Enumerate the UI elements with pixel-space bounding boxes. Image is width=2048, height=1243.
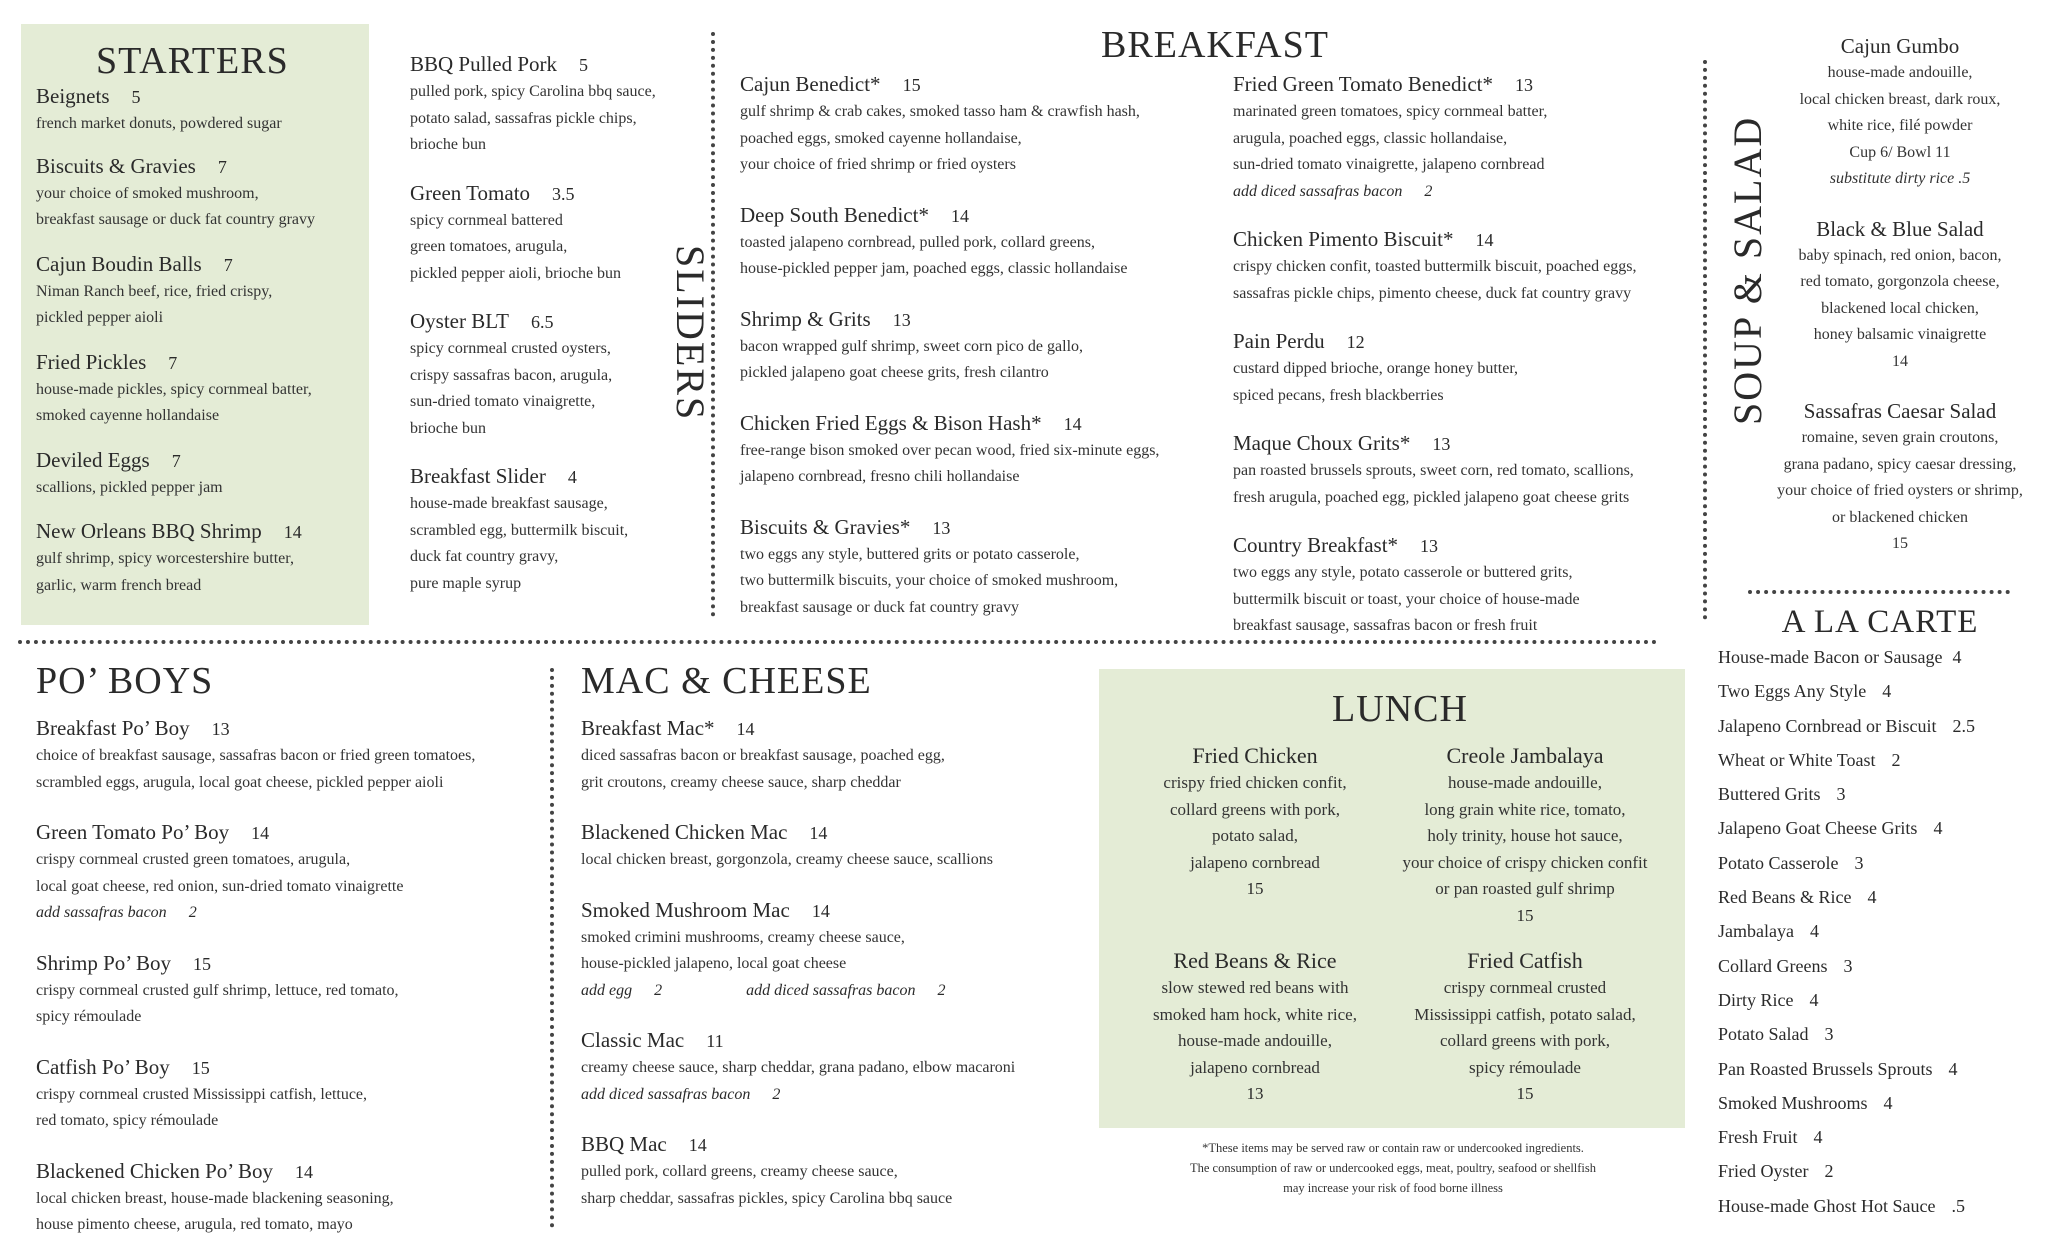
carte-item	[1718, 709, 2040, 743]
item-price: 15	[1892, 535, 1908, 552]
carte-item	[1718, 1086, 2040, 1120]
sliders-title: SLIDERS	[668, 245, 713, 422]
item-desc: crispy chicken confit, toasted buttermilk biscuit, poached eggs,	[1233, 258, 1637, 275]
item-price: 4	[1809, 921, 1819, 942]
mac-item	[581, 714, 1101, 796]
item-name: Chicken Pimento Biscuit*	[1233, 227, 1454, 251]
item-name: Biscuits & Gravies	[36, 153, 196, 178]
item-desc: house-pickled jalapeno, local goat cheese	[581, 955, 847, 972]
item-name: Smoked Mushroom Mac	[581, 897, 790, 922]
item-name: BBQ Pulled Pork	[410, 52, 558, 76]
item-price: 5	[131, 87, 141, 107]
item-name: Blackened Chicken Mac	[581, 820, 788, 844]
carte-item	[1718, 983, 2040, 1017]
item-price: 4	[1813, 1127, 1823, 1148]
breakfast-right-list	[1233, 70, 1703, 640]
item-desc: spicy rémoulade	[36, 1008, 142, 1025]
item-name: Breakfast Mac*	[581, 716, 715, 740]
item-desc: sun-dried tomato vinaigrette,	[410, 393, 596, 410]
lunch-item	[1110, 947, 1400, 1108]
item-name: Blackened Chicken Po’ Boy	[36, 1158, 273, 1183]
starter-item	[36, 446, 366, 502]
item-desc: scallions, pickled pepper jam	[36, 478, 223, 496]
item-name: Fresh Fruit	[1718, 1127, 1798, 1148]
item-name: Catfish Po’ Boy	[36, 1054, 170, 1079]
item-name: Cajun Benedict*	[740, 72, 881, 96]
item-desc: collard greens with pork,	[1170, 799, 1340, 819]
carte-item	[1718, 1017, 2040, 1051]
item-price: 4	[1882, 681, 1892, 702]
item-addons	[581, 978, 1101, 1005]
breakfast-item	[1233, 429, 1703, 511]
item-desc: potato salad, sassafras pickle chips,	[410, 109, 637, 127]
item-desc: baby spinach, red onion, bacon,	[1798, 246, 2002, 264]
carte-title: A LA CARTE	[1781, 604, 1979, 640]
carte-item	[1718, 640, 2040, 674]
item-name: Classic Mac	[581, 1028, 685, 1052]
item-desc: toasted jalapeno cornbread, pulled pork, collard greens,	[740, 233, 1095, 251]
poboys-list	[36, 714, 546, 1239]
soup-salad-item	[1760, 32, 2040, 193]
raw-food-disclaimer	[1110, 1138, 1676, 1198]
item-price: 3	[1854, 852, 1864, 873]
item-note: substitute dirty rice .5	[1829, 170, 1971, 187]
addon-price: 2	[937, 981, 946, 999]
addon-price: 2	[654, 981, 663, 999]
item-price: 4	[1809, 989, 1819, 1010]
item-desc: two eggs any style, potato casserole or buttered grits,	[1233, 564, 1573, 581]
poboys-title: PO’ BOYS	[36, 660, 214, 702]
addon-text: add sassafras bacon	[36, 904, 167, 921]
item-price: 13	[932, 517, 951, 538]
item-desc: spiced pecans, fresh blackberries	[1233, 386, 1444, 404]
item-name: Two Eggs Any Style	[1718, 681, 1867, 702]
item-name: Creole Jambalaya	[1446, 743, 1604, 768]
item-desc: breakfast sausage or duck fat country gravy	[36, 211, 315, 228]
item-price: 14	[294, 1161, 313, 1182]
item-desc: blackened local chicken,	[1821, 299, 1979, 317]
carte-item	[1718, 880, 2040, 914]
item-price: 14	[1063, 413, 1082, 434]
item-desc: custard dipped brioche, orange honey butter,	[1233, 360, 1519, 377]
slider-item	[410, 50, 670, 159]
slider-item	[410, 307, 670, 442]
item-price: 12	[1346, 332, 1365, 352]
item-desc: diced sassafras bacon or breakfast sausage, poached egg,	[581, 747, 945, 764]
item-desc: crispy sassafras bacon, arugula,	[410, 366, 613, 384]
item-desc: local goat cheese, red onion, sun-dried tomato vinaigrette	[36, 877, 404, 895]
disclaimer-line: may increase your risk of food borne illness	[1283, 1181, 1503, 1195]
item-desc: gulf shrimp, spicy worcestershire butter,	[36, 550, 294, 567]
item-name: Deep South Benedict*	[740, 202, 929, 227]
breakfast-item	[1233, 225, 1703, 307]
carte-item	[1718, 1189, 2040, 1223]
starter-item	[36, 82, 366, 138]
item-price: 5	[579, 55, 589, 75]
slider-item	[410, 462, 670, 597]
divider-poboys-mac	[550, 668, 554, 1228]
breakfast-item	[740, 513, 1220, 622]
item-name: Green Tomato	[410, 180, 531, 205]
poboy-item	[36, 1157, 546, 1239]
item-name: Green Tomato Po’ Boy	[36, 820, 230, 844]
slider-item	[410, 179, 670, 288]
item-price: 7	[168, 352, 178, 373]
item-desc: jalapeno cornbread, fresno chili hollandaise	[740, 468, 1020, 485]
item-price: 7	[217, 156, 227, 177]
item-name: New Orleans BBQ Shrimp	[36, 519, 262, 543]
lunch-item	[1380, 947, 1670, 1108]
item-price: .5	[1951, 1195, 1965, 1216]
addon-text: add diced sassafras bacon	[1233, 182, 1403, 200]
carte-item	[1718, 914, 2040, 948]
item-price: 14	[251, 823, 270, 843]
item-desc: Cup 6/ Bowl 11	[1849, 143, 1951, 161]
item-desc: Niman Ranch beef, rice, fried crispy,	[36, 282, 273, 300]
item-price: 13	[1432, 434, 1451, 454]
carte-item	[1718, 811, 2040, 845]
item-price: 14	[736, 719, 755, 739]
item-price: 14	[811, 900, 830, 921]
lunch-item	[1380, 742, 1670, 929]
item-name: Country Breakfast*	[1233, 533, 1399, 557]
item-name: Sassafras Caesar Salad	[1803, 399, 1997, 423]
item-desc: spicy cornmeal battered	[410, 211, 563, 229]
item-price: 3	[1824, 1024, 1834, 1045]
starters-title: STARTERS	[96, 40, 289, 82]
item-desc: sharp cheddar, sassafras pickles, spicy Carolina bbq sauce	[581, 1189, 953, 1207]
item-desc: duck fat country gravy,	[410, 548, 559, 565]
item-desc: white rice, filé powder	[1827, 117, 1973, 134]
item-desc: house-pickled pepper jam, poached eggs, classic hollandaise	[740, 260, 1128, 277]
item-desc: smoked ham hock, white rice,	[1153, 1004, 1357, 1024]
item-desc: sassafras pickle chips, pimento cheese, duck fat country gravy	[1233, 284, 1632, 302]
item-desc: two buttermilk biscuits, your choice of smoked mushroom,	[740, 572, 1119, 589]
item-desc: house-made andouille,	[1448, 773, 1602, 792]
item-desc: green tomatoes, arugula,	[410, 238, 568, 255]
item-name: Pain Perdu	[1233, 329, 1325, 353]
item-desc: house-made breakfast sausage,	[410, 495, 608, 512]
item-desc: buttermilk biscuit or toast, your choice of house-made	[1233, 590, 1580, 608]
item-desc: grit croutons, creamy cheese sauce, sharp cheddar	[581, 773, 901, 791]
carte-item	[1718, 1120, 2040, 1154]
item-desc: your choice of fried shrimp or fried oysters	[740, 156, 1016, 173]
item-desc: fresh arugula, poached egg, pickled jalapeno goat cheese grits	[1233, 488, 1630, 506]
item-price: 15	[902, 75, 921, 95]
item-desc: local chicken breast, house-made blackening seasoning,	[36, 1189, 394, 1207]
item-name: Smoked Mushrooms	[1718, 1092, 1868, 1113]
item-desc: pan roasted brussels sprouts, sweet corn, red tomato, scallions,	[1233, 462, 1634, 479]
item-name: Chicken Fried Eggs & Bison Hash*	[740, 410, 1042, 435]
item-name: Red Beans & Rice	[1173, 948, 1337, 973]
item-desc: pickled jalapeno goat cheese grits, fresh cilantro	[740, 364, 1049, 381]
item-desc: potato salad,	[1212, 826, 1298, 845]
item-desc: your choice of fried oysters or shrimp,	[1777, 482, 2023, 499]
mac-item	[581, 818, 1101, 874]
item-desc: jalapeno cornbread	[1190, 1057, 1320, 1077]
item-desc: breakfast sausage or duck fat country gravy	[740, 598, 1019, 616]
item-price: 14	[1475, 230, 1494, 250]
starter-item	[36, 152, 366, 234]
poboy-item	[36, 714, 546, 796]
disclaimer-line: *These items may be served raw or contain raw or undercooked ingredients.	[1202, 1141, 1584, 1155]
item-price: 14	[1892, 352, 1908, 370]
item-name: Breakfast Po’ Boy	[36, 716, 190, 740]
breakfast-item	[1233, 531, 1703, 640]
item-price: 14	[809, 823, 828, 843]
item-name: Cajun Boudin Balls	[36, 251, 202, 276]
soup-salad-item	[1760, 397, 2040, 558]
addon-price: 2	[1424, 182, 1433, 200]
item-desc: smoked crimini mushrooms, creamy cheese sauce,	[581, 928, 905, 946]
item-desc: marinated green tomatoes, spicy cornmeal batter,	[1233, 103, 1548, 120]
carte-item	[1718, 777, 2040, 811]
item-desc: Mississippi catfish, potato salad,	[1414, 1004, 1636, 1024]
item-desc: crispy fried chicken confit,	[1163, 773, 1347, 792]
breakfast-title: BREAKFAST	[1101, 24, 1329, 66]
item-price: 4	[1952, 647, 1962, 667]
item-desc: red tomato, gorgonzola cheese,	[1800, 273, 2000, 290]
item-price: 13	[1420, 536, 1439, 556]
item-name: Maque Choux Grits*	[1233, 431, 1411, 455]
mac-list	[581, 714, 1101, 1212]
breakfast-left-list	[740, 70, 1220, 621]
carte-item	[1718, 1154, 2040, 1188]
item-name: Breakfast Slider	[410, 464, 546, 488]
item-desc: spicy cornmeal crusted oysters,	[410, 340, 611, 357]
item-price: 3	[1836, 784, 1846, 805]
item-name: Oyster BLT	[410, 309, 509, 333]
breakfast-item	[740, 305, 1220, 387]
carte-item	[1718, 846, 2040, 880]
item-price: 13	[1515, 75, 1533, 95]
item-desc: two eggs any style, buttered grits or potato casserole,	[740, 545, 1080, 563]
item-desc: house-made andouille,	[1178, 1031, 1332, 1050]
carte-list	[1718, 640, 2040, 1223]
item-desc: free-range bison smoked over pecan wood, fried six-minute eggs,	[740, 441, 1160, 459]
item-desc: collard greens with pork,	[1440, 1031, 1610, 1050]
carte-item	[1718, 674, 2040, 708]
mac-item	[581, 1130, 1101, 1212]
item-desc: pickled pepper aioli, brioche bun	[410, 264, 622, 282]
lunch-item	[1110, 742, 1400, 903]
item-price: 7	[171, 450, 181, 471]
item-name: Black & Blue Salad	[1816, 216, 1984, 241]
item-desc: pulled pork, spicy Carolina bbq sauce,	[410, 83, 656, 100]
carte-item	[1718, 1052, 2040, 1086]
poboy-item	[36, 818, 546, 927]
item-desc: arugula, poached eggs, classic hollandaise,	[1233, 129, 1508, 147]
divider-breakfast-soup	[1703, 60, 1707, 620]
item-name: Cajun Gumbo	[1840, 34, 1960, 58]
item-price: 13	[892, 309, 911, 330]
soup-salad-item	[1760, 215, 2040, 376]
item-name: House-made Bacon or Sausage	[1718, 647, 1943, 667]
item-name: Fried Catfish	[1467, 948, 1583, 973]
item-name: Collard Greens	[1718, 955, 1828, 976]
item-price: 15	[1516, 905, 1534, 925]
breakfast-item	[740, 70, 1220, 179]
item-name: Jalapeno Cornbread or Biscuit	[1718, 715, 1937, 736]
item-price: 14	[283, 522, 302, 542]
item-price: 4	[1948, 1058, 1958, 1079]
item-desc: or blackened chicken	[1832, 508, 1968, 526]
item-price: 13	[211, 719, 230, 739]
item-desc: french market donuts, powdered sugar	[36, 115, 282, 132]
item-name: Pan Roasted Brussels Sprouts	[1718, 1058, 1933, 1079]
item-price: 14	[950, 205, 969, 226]
item-desc: brioche bun	[410, 136, 486, 153]
item-desc: smoked cayenne hollandaise	[36, 407, 220, 424]
starter-item	[36, 348, 366, 430]
item-desc: crispy cornmeal crusted green tomatoes, arugula,	[36, 851, 351, 868]
item-name: Potato Salad	[1718, 1024, 1809, 1045]
mac-item	[581, 1026, 1101, 1108]
item-desc: scrambled eggs, arugula, local goat cheese, pickled pepper aioli	[36, 773, 444, 791]
starter-item	[36, 250, 366, 332]
item-desc: jalapeno cornbread	[1190, 852, 1320, 872]
item-desc: grana padano, spicy caesar dressing,	[1783, 455, 2017, 473]
item-desc: breakfast sausage, sassafras bacon or fresh fruit	[1233, 617, 1538, 634]
item-price: 4	[1933, 818, 1943, 839]
item-name: Fried Oyster	[1718, 1161, 1809, 1182]
item-desc: bacon wrapped gulf shrimp, sweet corn pico de gallo,	[740, 337, 1084, 355]
item-desc: your choice of smoked mushroom,	[36, 184, 259, 202]
starters-list	[36, 82, 366, 599]
item-desc: gulf shrimp & crab cakes, smoked tasso ham & crawfish hash,	[740, 103, 1140, 120]
item-price: 4	[1883, 1092, 1893, 1113]
item-name: Beignets	[36, 84, 110, 108]
breakfast-item	[740, 201, 1220, 283]
item-desc: house-made andouille,	[1827, 64, 1973, 81]
carte-item	[1718, 949, 2040, 983]
item-desc: your choice of crispy chicken confit	[1402, 852, 1648, 872]
item-desc: brioche bun	[410, 419, 486, 437]
item-price: 2	[1824, 1161, 1834, 1182]
item-desc: or pan roasted gulf shrimp	[1435, 879, 1615, 898]
item-price: 6.5	[530, 312, 554, 332]
item-name: Fried Green Tomato Benedict*	[1233, 72, 1493, 96]
item-desc: house pimento cheese, arugula, red tomato, mayo	[36, 1216, 353, 1233]
item-name: Biscuits & Gravies*	[740, 514, 911, 539]
item-price: 3.5	[552, 183, 575, 204]
addon-text: add diced sassafras bacon	[581, 1085, 751, 1103]
sliders-list	[410, 50, 670, 597]
item-name: Fried Pickles	[36, 349, 147, 374]
item-desc: honey balsamic vinaigrette	[1813, 326, 1987, 343]
item-name: House-made Ghost Hot Sauce	[1718, 1195, 1936, 1216]
addon-price: 2	[188, 904, 197, 921]
item-addon	[1233, 179, 1703, 206]
item-name: Jalapeno Goat Cheese Grits	[1718, 818, 1918, 839]
item-desc: red tomato, spicy rémoulade	[36, 1112, 219, 1129]
item-price: 15	[192, 953, 211, 974]
item-desc: pickled pepper aioli	[36, 309, 164, 326]
item-desc: holy trinity, house hot sauce,	[1427, 826, 1623, 845]
item-desc: crispy cornmeal crusted Mississippi catfish, lettuce,	[36, 1085, 368, 1103]
item-price: 4	[1867, 887, 1877, 908]
item-desc: house-made pickles, spicy cornmeal batter,	[36, 380, 312, 398]
item-name: Shrimp & Grits	[740, 306, 871, 331]
item-name: Buttered Grits	[1718, 784, 1821, 805]
addon-price: 2	[772, 1085, 781, 1103]
soup-salad-list	[1760, 32, 2040, 558]
item-price: 7	[223, 254, 233, 275]
item-desc: scrambled egg, buttermilk biscuit,	[410, 521, 629, 539]
divider-horizontal-main	[18, 640, 1658, 644]
poboy-item	[36, 1053, 546, 1135]
item-desc: slow stewed red beans with	[1161, 978, 1349, 997]
breakfast-item	[1233, 70, 1703, 205]
breakfast-item	[740, 409, 1220, 491]
item-price: 4	[567, 467, 577, 487]
item-desc: local chicken breast, dark roux,	[1799, 90, 2001, 108]
divider-horizontal-carte	[1748, 590, 2010, 594]
item-name: Shrimp Po’ Boy	[36, 950, 171, 975]
item-desc: creamy cheese sauce, sharp cheddar, grana padano, elbow macaroni	[581, 1059, 1016, 1076]
addon-text: add diced sassafras bacon	[746, 981, 916, 999]
item-desc: pure maple syrup	[410, 574, 522, 592]
carte-item	[1718, 743, 2040, 777]
item-desc: garlic, warm french bread	[36, 576, 202, 594]
mac-title: MAC & CHEESE	[581, 660, 872, 702]
item-name: Jambalaya	[1718, 921, 1794, 942]
item-desc: sun-dried tomato vinaigrette, jalapeno cornbread	[1233, 156, 1545, 173]
item-desc: crispy cornmeal crusted	[1443, 978, 1607, 997]
item-name: Fried Chicken	[1192, 743, 1318, 768]
mac-item	[581, 896, 1101, 1005]
item-name: Wheat or White Toast	[1718, 749, 1876, 770]
item-price: 14	[688, 1135, 707, 1155]
item-price: 2.5	[1952, 715, 1975, 736]
addon-text: add egg	[581, 981, 633, 999]
item-addon	[581, 1082, 1101, 1109]
item-name: Dirty Rice	[1718, 989, 1794, 1010]
item-desc: romaine, seven grain croutons,	[1801, 429, 1999, 446]
item-desc: local chicken breast, gorgonzola, creamy cheese sauce, scallions	[581, 851, 993, 868]
soup-salad-title: SOUP & SALAD	[1725, 115, 1770, 425]
item-price: 11	[706, 1031, 724, 1051]
item-desc: pulled pork, collard greens, creamy cheese sauce,	[581, 1163, 898, 1180]
item-desc: poached eggs, smoked cayenne hollandaise,	[740, 129, 1022, 147]
item-price: 15	[1246, 879, 1264, 898]
item-price: 13	[1246, 1084, 1264, 1103]
disclaimer-line: The consumption of raw or undercooked eggs, meat, poultry, seafood or shellfish	[1189, 1161, 1597, 1175]
item-name: Potato Casserole	[1718, 852, 1839, 873]
item-desc: spicy rémoulade	[1469, 1057, 1581, 1077]
lunch-title: LUNCH	[1332, 688, 1468, 730]
breakfast-item	[1233, 327, 1703, 409]
divider-sliders-breakfast	[711, 32, 715, 617]
item-addon	[36, 900, 546, 927]
item-desc: choice of breakfast sausage, sassafras bacon or fried green tomatoes,	[36, 747, 476, 764]
item-name: BBQ Mac	[581, 1132, 667, 1156]
item-price: 15	[191, 1057, 210, 1078]
poboy-item	[36, 949, 546, 1031]
item-price: 2	[1891, 749, 1901, 770]
item-price: 15	[1516, 1084, 1534, 1103]
item-desc: long grain white rice, tomato,	[1424, 799, 1626, 819]
item-name: Deviled Eggs	[36, 447, 150, 472]
item-desc: crispy cornmeal crusted gulf shrimp, lettuce, red tomato,	[36, 981, 399, 999]
item-name: Red Beans & Rice	[1718, 887, 1852, 908]
item-price: 3	[1843, 955, 1853, 976]
starter-item	[36, 517, 366, 599]
